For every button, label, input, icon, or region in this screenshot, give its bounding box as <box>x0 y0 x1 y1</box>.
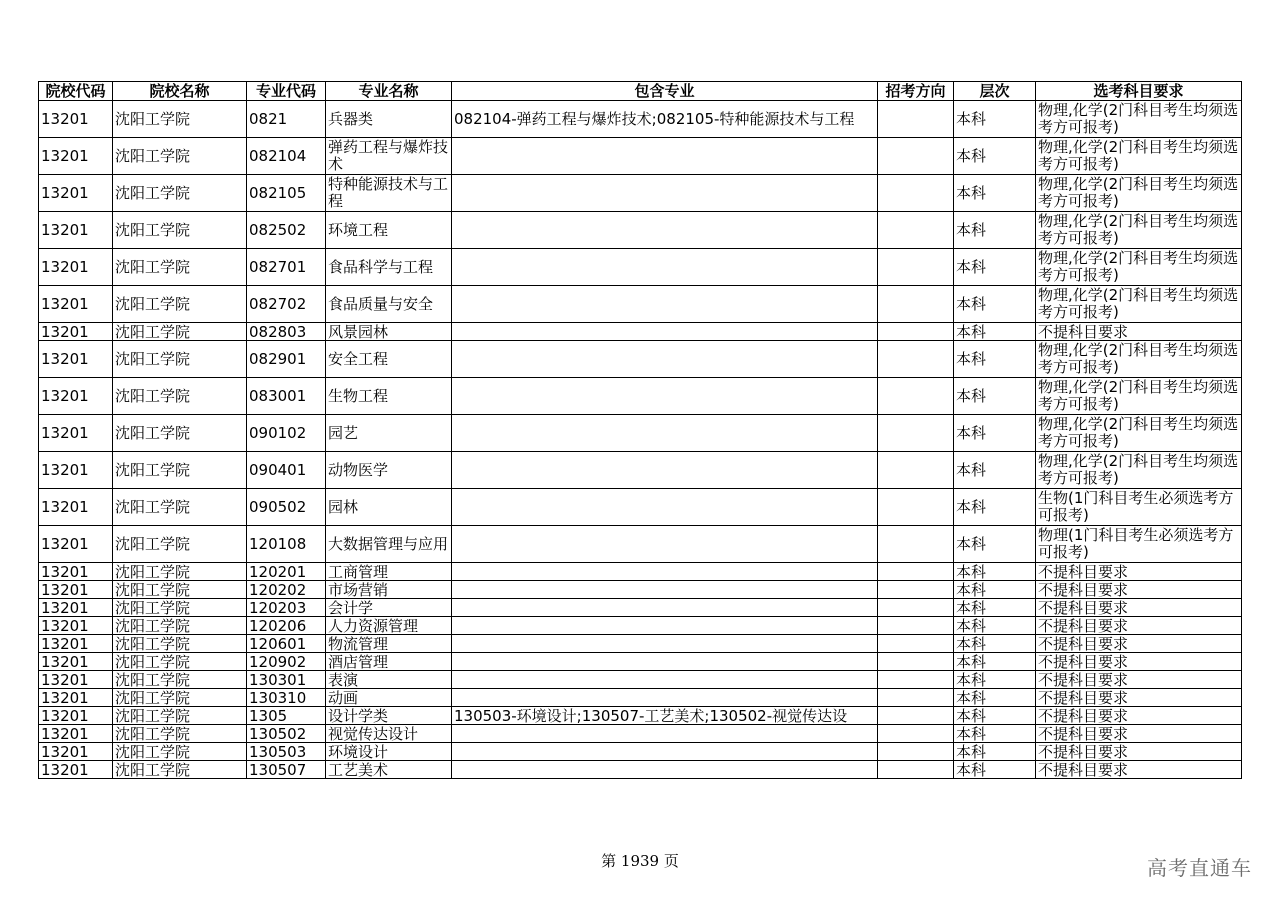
included-majors-cell <box>452 581 878 599</box>
requirement-cell: 物理,化学(2门科目考生均须选考方可报考) <box>1036 286 1242 323</box>
level-cell: 本科 <box>954 341 1036 378</box>
major-code-cell: 082701 <box>247 249 326 286</box>
school-name-cell: 沈阳工学院 <box>113 341 247 378</box>
direction-cell <box>878 563 954 581</box>
school-code-cell: 13201 <box>39 286 113 323</box>
direction-cell <box>878 378 954 415</box>
school-name-cell: 沈阳工学院 <box>113 761 247 779</box>
requirement-cell: 物理,化学(2门科目考生均须选考方可报考) <box>1036 212 1242 249</box>
level-cell: 本科 <box>954 452 1036 489</box>
table-row <box>39 761 1242 779</box>
level-cell: 本科 <box>954 671 1036 689</box>
school-code-header: 院校代码 <box>39 82 113 101</box>
included-majors-cell <box>452 212 878 249</box>
school-code-cell: 13201 <box>39 671 113 689</box>
included-majors-cell <box>452 452 878 489</box>
major-code-cell: 120203 <box>247 599 326 617</box>
included-majors-cell: 082104-弹药工程与爆炸技术;082105-特种能源技术与工程 <box>452 101 878 138</box>
table-row <box>39 489 1242 526</box>
major-code-cell: 130301 <box>247 671 326 689</box>
included-majors-cell <box>452 286 878 323</box>
school-code-cell: 13201 <box>39 526 113 563</box>
school-name-cell: 沈阳工学院 <box>113 526 247 563</box>
level-cell: 本科 <box>954 175 1036 212</box>
table-row <box>39 653 1242 671</box>
major-code-cell: 082104 <box>247 138 326 175</box>
major-code-cell: 120108 <box>247 526 326 563</box>
school-code-cell: 13201 <box>39 212 113 249</box>
major-name-cell: 环境工程 <box>326 212 452 249</box>
school-name-cell: 沈阳工学院 <box>113 323 247 341</box>
direction-cell <box>878 635 954 653</box>
major-name-cell: 工商管理 <box>326 563 452 581</box>
header-row <box>39 82 1242 101</box>
major-name-cell: 园林 <box>326 489 452 526</box>
table-row <box>39 671 1242 689</box>
requirement-cell: 不提科目要求 <box>1036 563 1242 581</box>
requirement-cell: 不提科目要求 <box>1036 761 1242 779</box>
major-code-cell: 120206 <box>247 617 326 635</box>
major-name-cell: 生物工程 <box>326 378 452 415</box>
direction-cell <box>878 743 954 761</box>
table-row <box>39 581 1242 599</box>
school-name-cell: 沈阳工学院 <box>113 212 247 249</box>
requirement-cell: 不提科目要求 <box>1036 599 1242 617</box>
school-code-cell: 13201 <box>39 415 113 452</box>
table-row <box>39 452 1242 489</box>
level-cell: 本科 <box>954 743 1036 761</box>
requirement-cell: 不提科目要求 <box>1036 581 1242 599</box>
level-cell: 本科 <box>954 761 1036 779</box>
table-row <box>39 599 1242 617</box>
school-name-cell: 沈阳工学院 <box>113 175 247 212</box>
direction-cell <box>878 212 954 249</box>
major-code-cell: 083001 <box>247 378 326 415</box>
school-name-cell: 沈阳工学院 <box>113 707 247 725</box>
level-cell: 本科 <box>954 599 1036 617</box>
direction-cell <box>878 138 954 175</box>
included-majors-header: 包含专业 <box>452 82 878 101</box>
school-name-cell: 沈阳工学院 <box>113 138 247 175</box>
level-cell: 本科 <box>954 489 1036 526</box>
included-majors-cell <box>452 489 878 526</box>
major-code-cell: 0821 <box>247 101 326 138</box>
major-name-cell: 物流管理 <box>326 635 452 653</box>
table-row <box>39 617 1242 635</box>
table-row <box>39 635 1242 653</box>
major-name-header: 专业名称 <box>326 82 452 101</box>
included-majors-cell <box>452 635 878 653</box>
table-row <box>39 526 1242 563</box>
table-row <box>39 341 1242 378</box>
major-name-cell: 环境设计 <box>326 743 452 761</box>
requirement-cell: 不提科目要求 <box>1036 653 1242 671</box>
major-code-cell: 130502 <box>247 725 326 743</box>
school-code-cell: 13201 <box>39 563 113 581</box>
school-code-cell: 13201 <box>39 653 113 671</box>
level-cell: 本科 <box>954 563 1036 581</box>
direction-cell <box>878 489 954 526</box>
requirement-cell: 物理(1门科目考生必须选考方可报考) <box>1036 526 1242 563</box>
direction-cell <box>878 725 954 743</box>
included-majors-cell <box>452 415 878 452</box>
direction-cell <box>878 415 954 452</box>
major-name-cell: 安全工程 <box>326 341 452 378</box>
school-name-cell: 沈阳工学院 <box>113 581 247 599</box>
level-cell: 本科 <box>954 101 1036 138</box>
school-name-cell: 沈阳工学院 <box>113 378 247 415</box>
direction-cell <box>878 689 954 707</box>
school-name-cell: 沈阳工学院 <box>113 101 247 138</box>
watermark: 高考直通车 <box>1147 856 1252 880</box>
major-code-cell: 090102 <box>247 415 326 452</box>
requirement-cell: 物理,化学(2门科目考生均须选考方可报考) <box>1036 249 1242 286</box>
school-name-cell: 沈阳工学院 <box>113 599 247 617</box>
included-majors-cell <box>452 599 878 617</box>
major-name-cell: 会计学 <box>326 599 452 617</box>
table-row <box>39 175 1242 212</box>
school-code-cell: 13201 <box>39 761 113 779</box>
major-name-cell: 大数据管理与应用 <box>326 526 452 563</box>
included-majors-cell <box>452 323 878 341</box>
included-majors-cell <box>452 341 878 378</box>
page-number: 第 1939 页 <box>601 852 679 870</box>
major-code-cell: 130310 <box>247 689 326 707</box>
level-cell: 本科 <box>954 286 1036 323</box>
major-code-cell: 120202 <box>247 581 326 599</box>
major-name-cell: 动画 <box>326 689 452 707</box>
included-majors-cell <box>452 138 878 175</box>
direction-cell <box>878 526 954 563</box>
direction-cell <box>878 452 954 489</box>
requirement-cell: 物理,化学(2门科目考生均须选考方可报考) <box>1036 101 1242 138</box>
school-code-cell: 13201 <box>39 249 113 286</box>
level-cell: 本科 <box>954 378 1036 415</box>
admission-table <box>38 81 1242 779</box>
included-majors-cell <box>452 563 878 581</box>
direction-cell <box>878 599 954 617</box>
included-majors-cell <box>452 761 878 779</box>
major-code-cell: 120902 <box>247 653 326 671</box>
requirement-cell: 不提科目要求 <box>1036 725 1242 743</box>
major-name-cell: 兵器类 <box>326 101 452 138</box>
major-name-cell: 人力资源管理 <box>326 617 452 635</box>
school-code-cell: 13201 <box>39 175 113 212</box>
table-row <box>39 707 1242 725</box>
included-majors-cell <box>452 725 878 743</box>
level-cell: 本科 <box>954 689 1036 707</box>
table-row <box>39 138 1242 175</box>
included-majors-cell: 130503-环境设计;130507-工艺美术;130502-视觉传达设 <box>452 707 878 725</box>
requirement-cell: 物理,化学(2门科目考生均须选考方可报考) <box>1036 341 1242 378</box>
requirement-cell: 不提科目要求 <box>1036 323 1242 341</box>
requirement-cell: 物理,化学(2门科目考生均须选考方可报考) <box>1036 175 1242 212</box>
major-code-cell: 082901 <box>247 341 326 378</box>
direction-cell <box>878 341 954 378</box>
major-name-cell: 弹药工程与爆炸技术 <box>326 138 452 175</box>
direction-cell <box>878 617 954 635</box>
direction-cell <box>878 249 954 286</box>
requirement-cell: 生物(1门科目考生必须选考方可报考) <box>1036 489 1242 526</box>
major-name-cell: 视觉传达设计 <box>326 725 452 743</box>
direction-header: 招考方向 <box>878 82 954 101</box>
major-code-cell: 082105 <box>247 175 326 212</box>
level-cell: 本科 <box>954 212 1036 249</box>
major-code-cell: 120601 <box>247 635 326 653</box>
level-cell: 本科 <box>954 526 1036 563</box>
requirement-cell: 物理,化学(2门科目考生均须选考方可报考) <box>1036 138 1242 175</box>
table-body <box>39 101 1242 779</box>
major-name-cell: 风景园林 <box>326 323 452 341</box>
table-row <box>39 743 1242 761</box>
level-cell: 本科 <box>954 415 1036 452</box>
direction-cell <box>878 175 954 212</box>
level-cell: 本科 <box>954 138 1036 175</box>
school-name-cell: 沈阳工学院 <box>113 286 247 323</box>
direction-cell <box>878 101 954 138</box>
major-code-cell: 130503 <box>247 743 326 761</box>
table-row <box>39 212 1242 249</box>
school-name-cell: 沈阳工学院 <box>113 653 247 671</box>
major-name-cell: 食品科学与工程 <box>326 249 452 286</box>
school-code-cell: 13201 <box>39 101 113 138</box>
school-code-cell: 13201 <box>39 323 113 341</box>
school-code-cell: 13201 <box>39 599 113 617</box>
direction-cell <box>878 581 954 599</box>
requirement-cell: 不提科目要求 <box>1036 617 1242 635</box>
school-name-cell: 沈阳工学院 <box>113 689 247 707</box>
major-code-cell: 1305 <box>247 707 326 725</box>
major-name-cell: 表演 <box>326 671 452 689</box>
major-code-cell: 082702 <box>247 286 326 323</box>
table-row <box>39 689 1242 707</box>
school-code-cell: 13201 <box>39 689 113 707</box>
requirement-cell: 不提科目要求 <box>1036 635 1242 653</box>
table-row <box>39 415 1242 452</box>
requirement-cell: 物理,化学(2门科目考生均须选考方可报考) <box>1036 452 1242 489</box>
major-code-cell: 090502 <box>247 489 326 526</box>
level-cell: 本科 <box>954 707 1036 725</box>
school-name-cell: 沈阳工学院 <box>113 725 247 743</box>
included-majors-cell <box>452 743 878 761</box>
direction-cell <box>878 761 954 779</box>
school-code-cell: 13201 <box>39 743 113 761</box>
included-majors-cell <box>452 671 878 689</box>
included-majors-cell <box>452 617 878 635</box>
table-row <box>39 725 1242 743</box>
requirement-cell: 不提科目要求 <box>1036 689 1242 707</box>
major-code-cell: 130507 <box>247 761 326 779</box>
school-name-cell: 沈阳工学院 <box>113 635 247 653</box>
school-code-cell: 13201 <box>39 617 113 635</box>
table-row <box>39 563 1242 581</box>
school-name-cell: 沈阳工学院 <box>113 743 247 761</box>
level-cell: 本科 <box>954 249 1036 286</box>
included-majors-cell <box>452 653 878 671</box>
level-cell: 本科 <box>954 617 1036 635</box>
table-row <box>39 378 1242 415</box>
requirement-cell: 物理,化学(2门科目考生均须选考方可报考) <box>1036 378 1242 415</box>
requirement-cell: 不提科目要求 <box>1036 707 1242 725</box>
level-cell: 本科 <box>954 725 1036 743</box>
table-row <box>39 101 1242 138</box>
major-name-cell: 食品质量与安全 <box>326 286 452 323</box>
requirement-cell: 不提科目要求 <box>1036 671 1242 689</box>
school-code-cell: 13201 <box>39 378 113 415</box>
level-cell: 本科 <box>954 653 1036 671</box>
table-row <box>39 249 1242 286</box>
included-majors-cell <box>452 249 878 286</box>
school-name-cell: 沈阳工学院 <box>113 452 247 489</box>
major-name-cell: 动物医学 <box>326 452 452 489</box>
school-code-cell: 13201 <box>39 635 113 653</box>
direction-cell <box>878 286 954 323</box>
included-majors-cell <box>452 378 878 415</box>
direction-cell <box>878 653 954 671</box>
table-row <box>39 323 1242 341</box>
major-name-cell: 工艺美术 <box>326 761 452 779</box>
major-name-cell: 园艺 <box>326 415 452 452</box>
direction-cell <box>878 323 954 341</box>
school-code-cell: 13201 <box>39 452 113 489</box>
major-name-cell: 酒店管理 <box>326 653 452 671</box>
school-name-cell: 沈阳工学院 <box>113 489 247 526</box>
direction-cell <box>878 671 954 689</box>
major-code-cell: 082803 <box>247 323 326 341</box>
school-code-cell: 13201 <box>39 725 113 743</box>
requirement-cell: 物理,化学(2门科目考生均须选考方可报考) <box>1036 415 1242 452</box>
level-cell: 本科 <box>954 323 1036 341</box>
school-name-cell: 沈阳工学院 <box>113 415 247 452</box>
included-majors-cell <box>452 175 878 212</box>
table-row <box>39 286 1242 323</box>
direction-cell <box>878 707 954 725</box>
major-code-cell: 082502 <box>247 212 326 249</box>
school-code-cell: 13201 <box>39 707 113 725</box>
requirement-cell: 不提科目要求 <box>1036 743 1242 761</box>
major-name-cell: 设计学类 <box>326 707 452 725</box>
school-name-cell: 沈阳工学院 <box>113 249 247 286</box>
school-code-cell: 13201 <box>39 489 113 526</box>
included-majors-cell <box>452 526 878 563</box>
school-name-cell: 沈阳工学院 <box>113 671 247 689</box>
included-majors-cell <box>452 689 878 707</box>
major-name-cell: 市场营销 <box>326 581 452 599</box>
school-name-cell: 沈阳工学院 <box>113 563 247 581</box>
school-code-cell: 13201 <box>39 138 113 175</box>
level-cell: 本科 <box>954 581 1036 599</box>
requirement-header: 选考科目要求 <box>1036 82 1242 101</box>
major-code-cell: 120201 <box>247 563 326 581</box>
school-code-cell: 13201 <box>39 341 113 378</box>
school-code-cell: 13201 <box>39 581 113 599</box>
major-code-header: 专业代码 <box>247 82 326 101</box>
major-code-cell: 090401 <box>247 452 326 489</box>
level-cell: 本科 <box>954 635 1036 653</box>
school-name-header: 院校名称 <box>113 82 247 101</box>
level-header: 层次 <box>954 82 1036 101</box>
school-name-cell: 沈阳工学院 <box>113 617 247 635</box>
major-name-cell: 特种能源技术与工程 <box>326 175 452 212</box>
